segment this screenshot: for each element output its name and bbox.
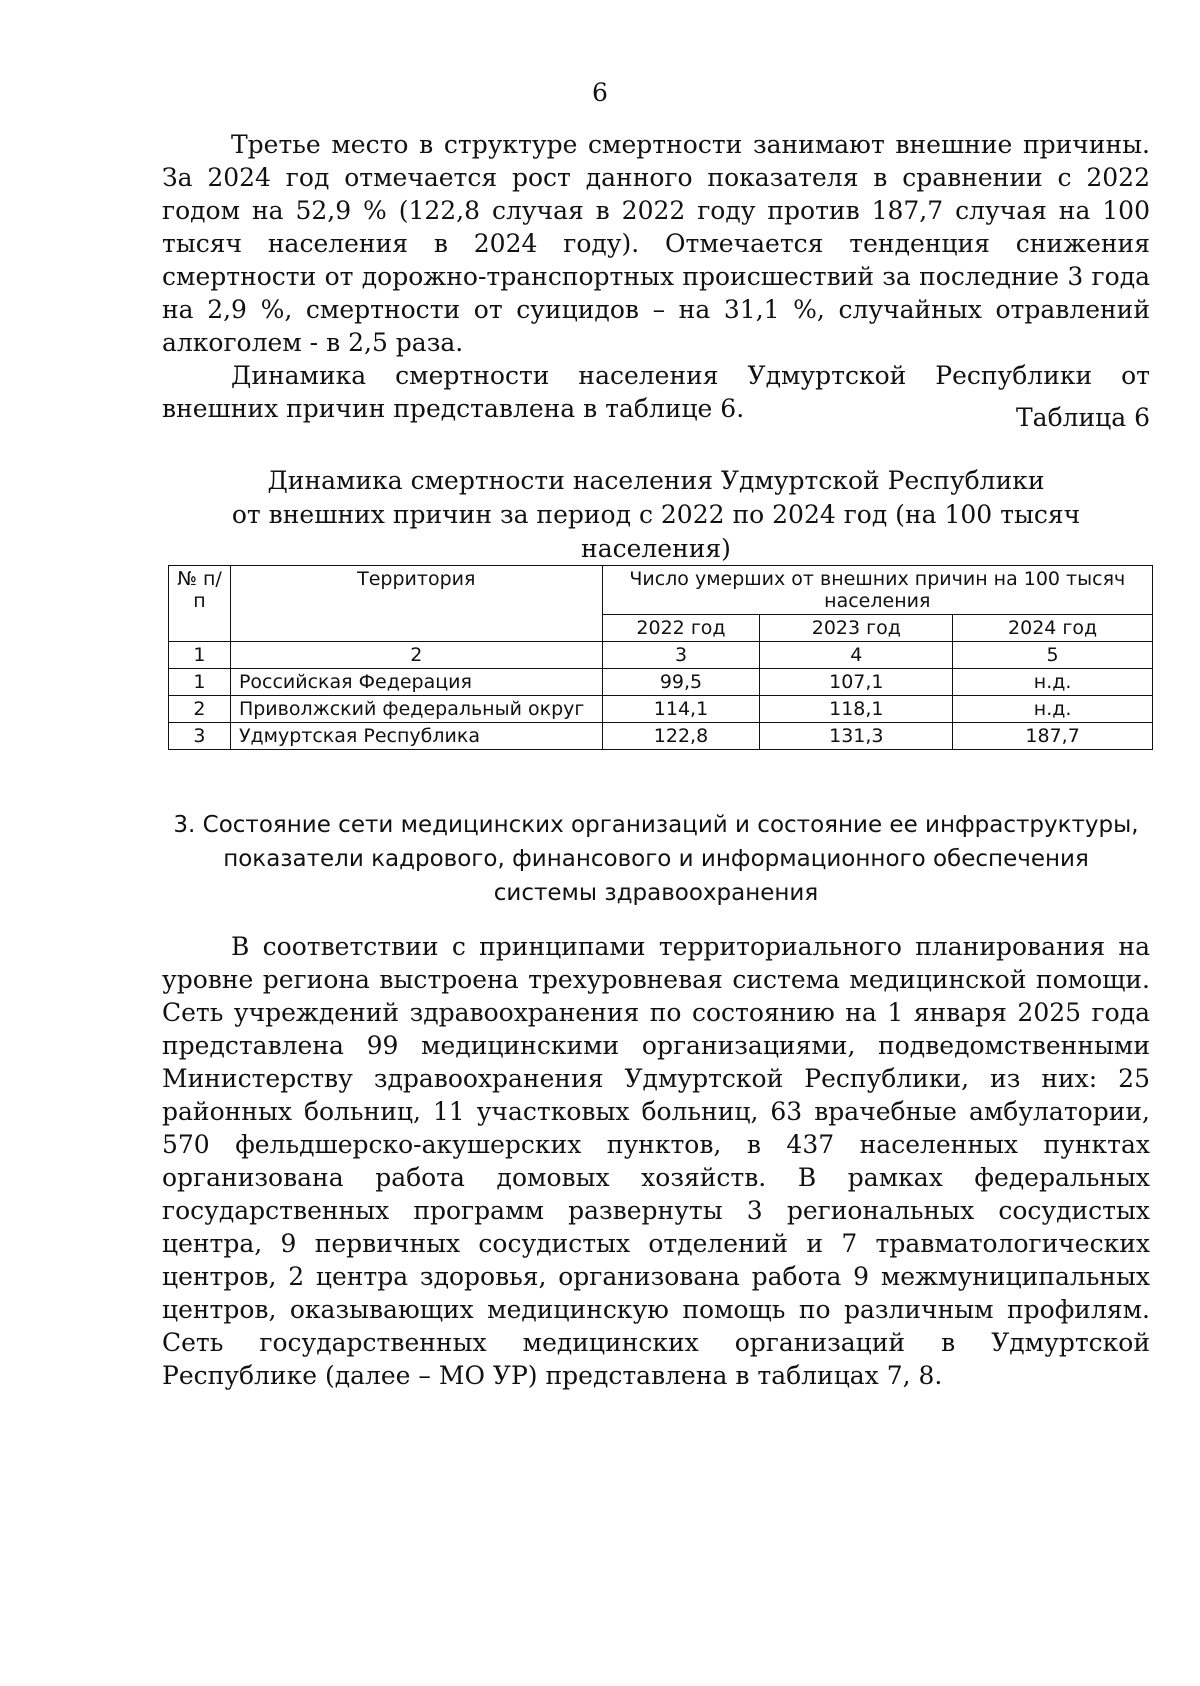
table-row (169, 696, 1153, 723)
table-title (162, 464, 1150, 566)
row-value-2024: н.д. (953, 669, 1153, 696)
section-heading-line-2: показатели кадрового, финансового и информационного обеспечения (223, 846, 1089, 872)
table-row (169, 723, 1153, 750)
header-year-2022: 2022 год (602, 615, 760, 642)
index-cell: 1 (169, 642, 231, 669)
row-value-2023: 107,1 (760, 669, 953, 696)
header-year-2023: 2023 год (760, 615, 953, 642)
paragraph-table-reference: Динамика смертности населения Удмуртской Республики от внешних причин представлена в таблице 6. (162, 361, 1150, 423)
row-territory: Российская Федерация (230, 669, 602, 696)
mortality-table (168, 565, 1153, 750)
table-title-line-1: Динамика смертности населения Удмуртской Республики (267, 466, 1045, 495)
page-number: 6 (592, 78, 608, 107)
paragraph-external-causes: Третье место в структуре смертности занимают внешние причины. За 2024 год отмечается рост данного показателя в сравнении с 2022 годом на 52,9 % (122,8 случая в 2022 году против 187,7 случая на 100 тысяч населения в 2024 году). Отмечается тенденция снижения смертности от дорожно-транспортных происшествий за последние 3 года на 2,9 %, смертности от суицидов – на 31,1 %, случайных отравлений алкоголем - в 2,5 раза. (162, 130, 1150, 357)
row-number: 3 (169, 723, 231, 750)
network-text (162, 930, 1150, 1392)
section-heading-line-1: 3. Состояние сети медицинских организаций и состояние ее инфраструктуры, (173, 812, 1139, 838)
table-label: Таблица 6 (1015, 403, 1150, 432)
section-heading-line-3: системы здравоохранения (493, 880, 819, 906)
header-territory: Территория (230, 566, 602, 642)
row-territory: Приволжский федеральный округ (230, 696, 602, 723)
table-row (169, 669, 1153, 696)
index-cell: 5 (953, 642, 1153, 669)
header-number: № п/п (169, 566, 231, 642)
row-value-2024: 187,7 (953, 723, 1153, 750)
row-number: 1 (169, 669, 231, 696)
header-year-2024: 2024 год (953, 615, 1153, 642)
index-cell: 2 (230, 642, 602, 669)
intro-text (162, 128, 1150, 425)
index-cell: 4 (760, 642, 953, 669)
row-value-2022: 122,8 (602, 723, 760, 750)
table-index-row (169, 642, 1153, 669)
row-value-2022: 99,5 (602, 669, 760, 696)
paragraph-medical-network: В соответствии с принципами территориального планирования на уровне региона выстроена трехуровневая система медицинской помощи. Сеть учреждений здравоохранения по состоянию на 1 января 2025 года представлена 99 медицинскими организациями, подведомственными Министерству здравоохранения Удмуртской Республики, из них: 25 районных больниц, 11 участковых больниц, 63 врачебные амбулатории, 570 фельдшерско-акушерских пунктов, в 437 населенных пунктах организована работа домовых хозяйств. В рамках федеральных государственных программ развернуты 3 региональных сосудистых центра, 9 первичных сосудистых отделений и 7 травматологических центров, 2 центра здоровья, организована работа 9 межмуниципальных центров, оказывающих медицинскую помощь по различным профилям. Сеть государственных медицинских организаций в Удмуртской Республике (далее – МО УР) представлена в таблицах 7, 8. (162, 932, 1150, 1390)
row-value-2024: н.д. (953, 696, 1153, 723)
row-number: 2 (169, 696, 231, 723)
row-value-2023: 118,1 (760, 696, 953, 723)
section-heading (162, 808, 1150, 910)
row-value-2022: 114,1 (602, 696, 760, 723)
table-title-line-2: от внешних причин за период с 2022 по 2024 год (на 100 тысяч населения) (231, 500, 1081, 563)
row-territory: Удмуртская Республика (230, 723, 602, 750)
row-value-2023: 131,3 (760, 723, 953, 750)
index-cell: 3 (602, 642, 760, 669)
header-deaths-group: Число умерших от внешних причин на 100 тысяч населения (602, 566, 1152, 615)
table-header-row (169, 566, 1153, 615)
